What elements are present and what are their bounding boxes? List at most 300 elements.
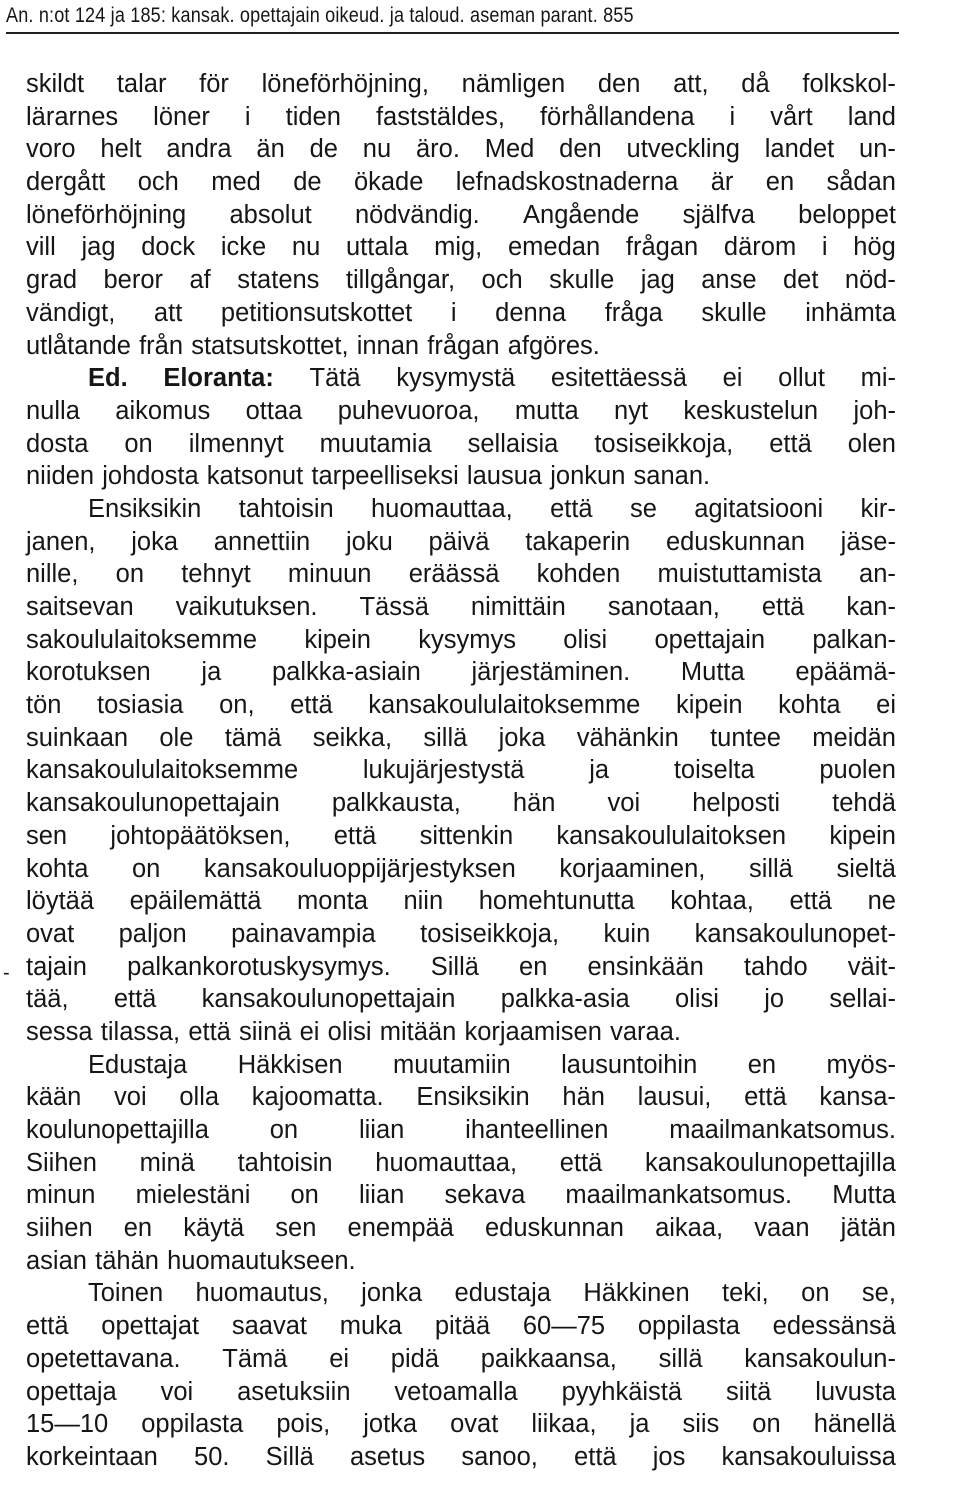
word: kansakoulunopettajain (201, 985, 456, 1014)
word: tämä (224, 723, 282, 752)
word: esitettäessä (550, 364, 687, 393)
word: mig, (434, 233, 483, 262)
word: ovat (26, 919, 75, 948)
word: sekava (444, 1181, 526, 1210)
word: sanoo, (461, 1442, 538, 1471)
word: huomauttaa, (370, 494, 513, 523)
word: palkankorotuskysymys. (127, 952, 391, 981)
word: de (309, 135, 338, 164)
word: maailmankatsomus. (565, 1181, 793, 1210)
word: faststäldes, (375, 102, 505, 131)
running-header (6, 4, 899, 34)
word: että (789, 887, 832, 916)
word: helposti (692, 789, 781, 818)
word: denna (495, 298, 567, 327)
word: vill (26, 233, 56, 262)
word: huomautukseen. (167, 1246, 356, 1275)
word: kipein (829, 821, 896, 850)
text-line (26, 722, 896, 755)
word: Mutta (832, 1181, 896, 1210)
word: från (139, 331, 184, 360)
word: kään (26, 1083, 82, 1112)
word: nämligen (461, 70, 566, 98)
word: dergått (26, 168, 106, 197)
word: aikaa, (655, 1214, 724, 1243)
word: jotka (363, 1410, 418, 1439)
word: oppilasta (637, 1312, 740, 1341)
text-line (26, 1049, 896, 1082)
word: tuntee (710, 723, 781, 752)
word: muka (339, 1312, 403, 1341)
word: että (550, 494, 593, 523)
word: että (26, 1312, 69, 1341)
word: tahtoisin (237, 1148, 333, 1177)
text-line (26, 853, 896, 886)
text-line (26, 1081, 896, 1114)
word: sessa (26, 1017, 93, 1046)
word: korkeintaan (26, 1442, 158, 1471)
word: on (269, 1116, 299, 1144)
word: tajain (26, 952, 87, 981)
word: palkka-asia (500, 985, 630, 1014)
text-line (26, 1408, 896, 1441)
word: että (188, 1017, 231, 1046)
text-line (26, 918, 896, 951)
word: painavampia (231, 919, 376, 948)
word: aikomus (115, 396, 211, 425)
word: hänellä (813, 1410, 896, 1439)
word: tiden (285, 102, 341, 131)
word: skildt (26, 70, 85, 98)
word: palkan- (812, 625, 896, 654)
word: Häkkinen (583, 1279, 690, 1308)
word: ja (201, 658, 222, 687)
word: lefnadskostnaderna (455, 168, 679, 197)
word: ei (876, 691, 896, 720)
word: petitionsutskottet (220, 298, 413, 327)
word: on (124, 429, 153, 458)
word: vetoamalla (394, 1377, 518, 1406)
word: ei (299, 1017, 320, 1046)
word: korjaaminen, (559, 854, 706, 883)
running-head-text: An. n:ot 124 ja 185: kansak. opettajain oikeud. ja taloud. aseman parant. 855 (6, 4, 634, 27)
word: ensinkään (587, 952, 704, 981)
word: emedan (508, 233, 601, 262)
word: teki, (722, 1279, 769, 1308)
word: kansakoulun- (744, 1344, 896, 1373)
text-line (26, 526, 896, 559)
word: kohden (536, 560, 621, 589)
word: kansakouluissa (721, 1442, 896, 1471)
text-line (26, 558, 896, 591)
word: nille, (26, 560, 79, 589)
word: hög (853, 233, 896, 262)
text-line (26, 330, 896, 363)
text-line (26, 395, 896, 428)
word: andra (166, 135, 232, 164)
word: jätän (840, 1214, 896, 1243)
text-line (26, 133, 896, 166)
word: kohta (778, 691, 841, 720)
word: että (290, 691, 333, 720)
word: Tässä (359, 593, 429, 621)
word: se, (861, 1279, 896, 1308)
word: absolut (229, 200, 312, 229)
word: että (559, 1148, 603, 1177)
word: tosiseikkoja, (594, 429, 734, 458)
word: siitä (725, 1377, 772, 1406)
text-line (26, 1245, 896, 1278)
word: vähänkin (576, 723, 679, 752)
word: opetettavana. (26, 1344, 181, 1373)
word: det (782, 266, 819, 295)
word: i (729, 102, 736, 131)
word: kansakoululaitoksemme (26, 756, 299, 785)
word: muutamiin (393, 1050, 511, 1079)
word: Ensiksikin (416, 1083, 530, 1112)
word: en (123, 1214, 153, 1243)
text-line (26, 1016, 896, 1049)
word: asetus (350, 1442, 426, 1471)
word: kansakoulunopettajilla (645, 1148, 896, 1177)
word: toiselta (673, 756, 755, 785)
word: Ensiksikin (88, 494, 202, 523)
word: tilassa, (100, 1017, 181, 1046)
word: paikkaansa, (480, 1344, 617, 1373)
word: 15—10 (26, 1410, 109, 1439)
word: löneförhöjning, (261, 70, 429, 98)
word: myös- (826, 1050, 896, 1079)
speaker-name-word: Ed. (88, 364, 128, 393)
word: tosiasia (97, 691, 184, 720)
word: sillä (748, 854, 793, 883)
word: varaa. (610, 1017, 681, 1046)
word: jos (652, 1442, 686, 1471)
word: och (137, 168, 179, 197)
word: sellaisia (467, 429, 559, 458)
word: takaperin (525, 527, 631, 556)
word: talar (116, 70, 167, 98)
word: Sillä (265, 1442, 314, 1471)
word: eräässä (408, 560, 500, 589)
word: nimittäin (470, 593, 566, 621)
word: saavat (231, 1312, 307, 1341)
word: ei (329, 1344, 350, 1373)
text-line (26, 166, 896, 199)
word: löner (153, 102, 210, 131)
word: då (741, 70, 770, 98)
word: vårt (770, 102, 813, 131)
word: tähän (95, 1246, 159, 1275)
word: med (211, 168, 261, 197)
word: liian (358, 1181, 405, 1210)
word: että (744, 1083, 787, 1112)
text-line (26, 493, 896, 526)
word: kuin (603, 919, 651, 948)
word: voro (26, 135, 76, 164)
word: kan- (846, 593, 896, 621)
word: en (519, 952, 548, 981)
word: sakoululaitoksemme (26, 625, 258, 654)
word: käytä (183, 1214, 245, 1243)
word: hän (512, 789, 556, 818)
word: fråga (604, 298, 663, 327)
word: Edustaja (88, 1050, 188, 1079)
word: kysymystä (396, 364, 516, 393)
word: löneförhöjning (26, 200, 187, 229)
word: Tämä (222, 1344, 288, 1373)
word: kohtaa, (670, 887, 754, 916)
word: on (752, 1410, 781, 1439)
word: johtopäätöksen, (110, 821, 291, 850)
word: frågan (427, 331, 500, 360)
word: pitää (434, 1312, 491, 1341)
word: liikaa, (531, 1410, 597, 1439)
word: että (761, 593, 805, 621)
word: palkkausta, (331, 789, 461, 818)
word: pidä (390, 1344, 440, 1373)
word: den (559, 135, 602, 164)
word: nödvändig. (354, 200, 480, 229)
word: an- (859, 560, 896, 589)
word: inhämta (805, 298, 896, 327)
word: asetuksiin (237, 1377, 351, 1406)
word: korjaamisen (464, 1017, 602, 1046)
word: koulunopettajilla (26, 1116, 209, 1144)
word: vaan (754, 1214, 810, 1243)
word: ollut (778, 364, 825, 393)
word: un- (859, 135, 896, 164)
word: tillgångar, (345, 266, 456, 295)
word: jag (640, 266, 675, 295)
text-line (26, 591, 896, 624)
word: löytää (26, 887, 95, 916)
word: nyt (614, 396, 649, 425)
text-line (26, 951, 896, 984)
word: eduskunnan (665, 527, 805, 556)
text-line (26, 820, 896, 853)
word: joka (498, 723, 546, 752)
word: olisi (674, 985, 719, 1014)
word: on, (219, 691, 255, 720)
word: sanan. (633, 462, 711, 491)
word: on (801, 1279, 830, 1308)
word: Siihen (26, 1148, 97, 1177)
word: äro. (415, 135, 460, 164)
word: grad (26, 266, 78, 295)
word: ole (159, 723, 194, 752)
body-text (26, 68, 896, 1474)
word: tarpeelliseksi (311, 462, 459, 491)
text-line (26, 1310, 896, 1343)
word: nu (362, 135, 392, 164)
word: nu (291, 233, 321, 262)
word: i (244, 102, 251, 131)
word: Sillä (430, 952, 479, 981)
word: sillä (658, 1344, 703, 1373)
word: 60—75 (522, 1312, 606, 1341)
word: pyyhkäistä (561, 1377, 683, 1406)
word: luvusta (815, 1377, 896, 1406)
word: epäilemättä (129, 887, 262, 916)
word: utveckling (626, 135, 740, 164)
word: jo (764, 985, 785, 1014)
word: kir- (860, 494, 896, 523)
speaker-name-word: Eloranta: (163, 364, 274, 393)
word: asian (26, 1246, 87, 1275)
word: sillä (423, 723, 468, 752)
word: jag (81, 233, 116, 262)
word: ottaa (245, 396, 303, 425)
word: Mutta (680, 658, 745, 687)
word: maailmankatsomus. (669, 1116, 896, 1144)
word: än (256, 135, 285, 164)
word: joka (131, 527, 179, 556)
word: tahtoisin (238, 494, 334, 523)
word: nöd- (844, 266, 896, 295)
word: nulla (26, 396, 80, 425)
word: ovat (450, 1410, 499, 1439)
word: väit- (847, 952, 896, 981)
text-line (26, 68, 896, 101)
word: korotuksen (26, 658, 151, 687)
word: icke (220, 233, 267, 262)
word: että (113, 985, 157, 1014)
text-line (26, 1179, 896, 1212)
word: Med (484, 135, 535, 164)
word: kansakoululaitoksemme (368, 691, 641, 720)
word: olisi (563, 625, 608, 654)
word: tosiseikkoja, (420, 919, 560, 948)
word: en (765, 168, 795, 197)
text-line (26, 428, 896, 461)
text-line (26, 1441, 896, 1474)
word: och (481, 266, 523, 295)
word: folkskol- (802, 70, 896, 98)
word: palkka-asiain (271, 658, 421, 687)
word: kipein (304, 625, 371, 654)
word: förhållandena (539, 102, 695, 131)
text-line (26, 460, 896, 493)
word: keskustelun (683, 396, 819, 425)
text-line (26, 297, 896, 330)
text-line (26, 1277, 896, 1310)
word: monta (297, 887, 368, 916)
text-line (26, 362, 896, 395)
word: oppilasta (141, 1410, 244, 1439)
word: af (189, 266, 211, 295)
word: en (747, 1050, 777, 1079)
word: innan (356, 331, 420, 360)
word: dosta (26, 429, 89, 458)
word: joku (345, 527, 393, 556)
word: själfva (682, 200, 755, 229)
word: mitään (379, 1017, 457, 1046)
word: kysymys (418, 625, 516, 654)
word: olen (847, 429, 896, 458)
word: eduskunnan (484, 1214, 624, 1243)
word: tehnyt (181, 560, 251, 589)
word: katsonut (206, 462, 304, 491)
text-line (26, 231, 896, 264)
word: Häkkisen (237, 1050, 343, 1079)
word: epäämä- (795, 658, 896, 687)
word: skulle (549, 266, 615, 295)
word: minun (26, 1181, 96, 1210)
word: Toinen (88, 1279, 164, 1308)
word: voi (607, 789, 641, 818)
word: frågan (625, 233, 699, 262)
word: mi- (860, 364, 896, 393)
word: puolen (819, 756, 896, 785)
word: kipein (675, 691, 743, 720)
word: niiden (26, 462, 95, 491)
word: opettaja (26, 1377, 117, 1406)
word: huomauttaa, (375, 1148, 518, 1177)
word: minä (139, 1148, 195, 1177)
word: ja (589, 756, 610, 785)
word: siihen (26, 1214, 93, 1243)
word: on (131, 854, 161, 883)
word: sådan (826, 168, 896, 197)
text-line (26, 1212, 896, 1245)
word: kansa- (819, 1083, 896, 1112)
word: i (821, 233, 828, 262)
word: meidän (812, 723, 896, 752)
text-line (26, 1114, 896, 1147)
text-line (26, 885, 896, 918)
word: puhevuoroa, (337, 396, 480, 425)
word: helt (100, 135, 142, 164)
word: anse (701, 266, 757, 295)
word: kansakoulunopet- (694, 919, 896, 948)
text-line (26, 754, 896, 787)
word: ihanteellinen (465, 1116, 609, 1144)
word: tehdä (832, 789, 896, 818)
word: sanotaan, (607, 593, 720, 621)
word: agitatsiooni (694, 494, 824, 523)
word: 50. (194, 1442, 230, 1471)
word: lausua (466, 462, 543, 491)
word: suinkaan (26, 723, 129, 752)
word: jonkun (550, 462, 626, 491)
word: jäse- (840, 527, 896, 556)
word: ei (722, 364, 743, 393)
word: beror (103, 266, 164, 295)
text-line (26, 656, 896, 689)
word: annettiin (213, 527, 311, 556)
word: är (710, 168, 734, 197)
word: opettajain (654, 625, 766, 654)
word: mutta (514, 396, 579, 425)
word: ilmennyt (188, 429, 284, 458)
word: utlåtande (26, 331, 131, 360)
word: edessänsä (772, 1312, 896, 1341)
word: se (629, 494, 657, 523)
text-line (26, 1147, 896, 1180)
word: liian (358, 1116, 405, 1144)
word: siinä (239, 1017, 292, 1046)
word: kansakoululaitoksen (556, 821, 787, 850)
word: uttala (345, 233, 409, 262)
word: että (574, 1442, 617, 1471)
word: niin (403, 887, 444, 916)
word: sen (26, 821, 68, 850)
word: lärarnes (26, 102, 119, 131)
text-line (26, 624, 896, 657)
word: että (769, 429, 812, 458)
text-line (26, 787, 896, 820)
